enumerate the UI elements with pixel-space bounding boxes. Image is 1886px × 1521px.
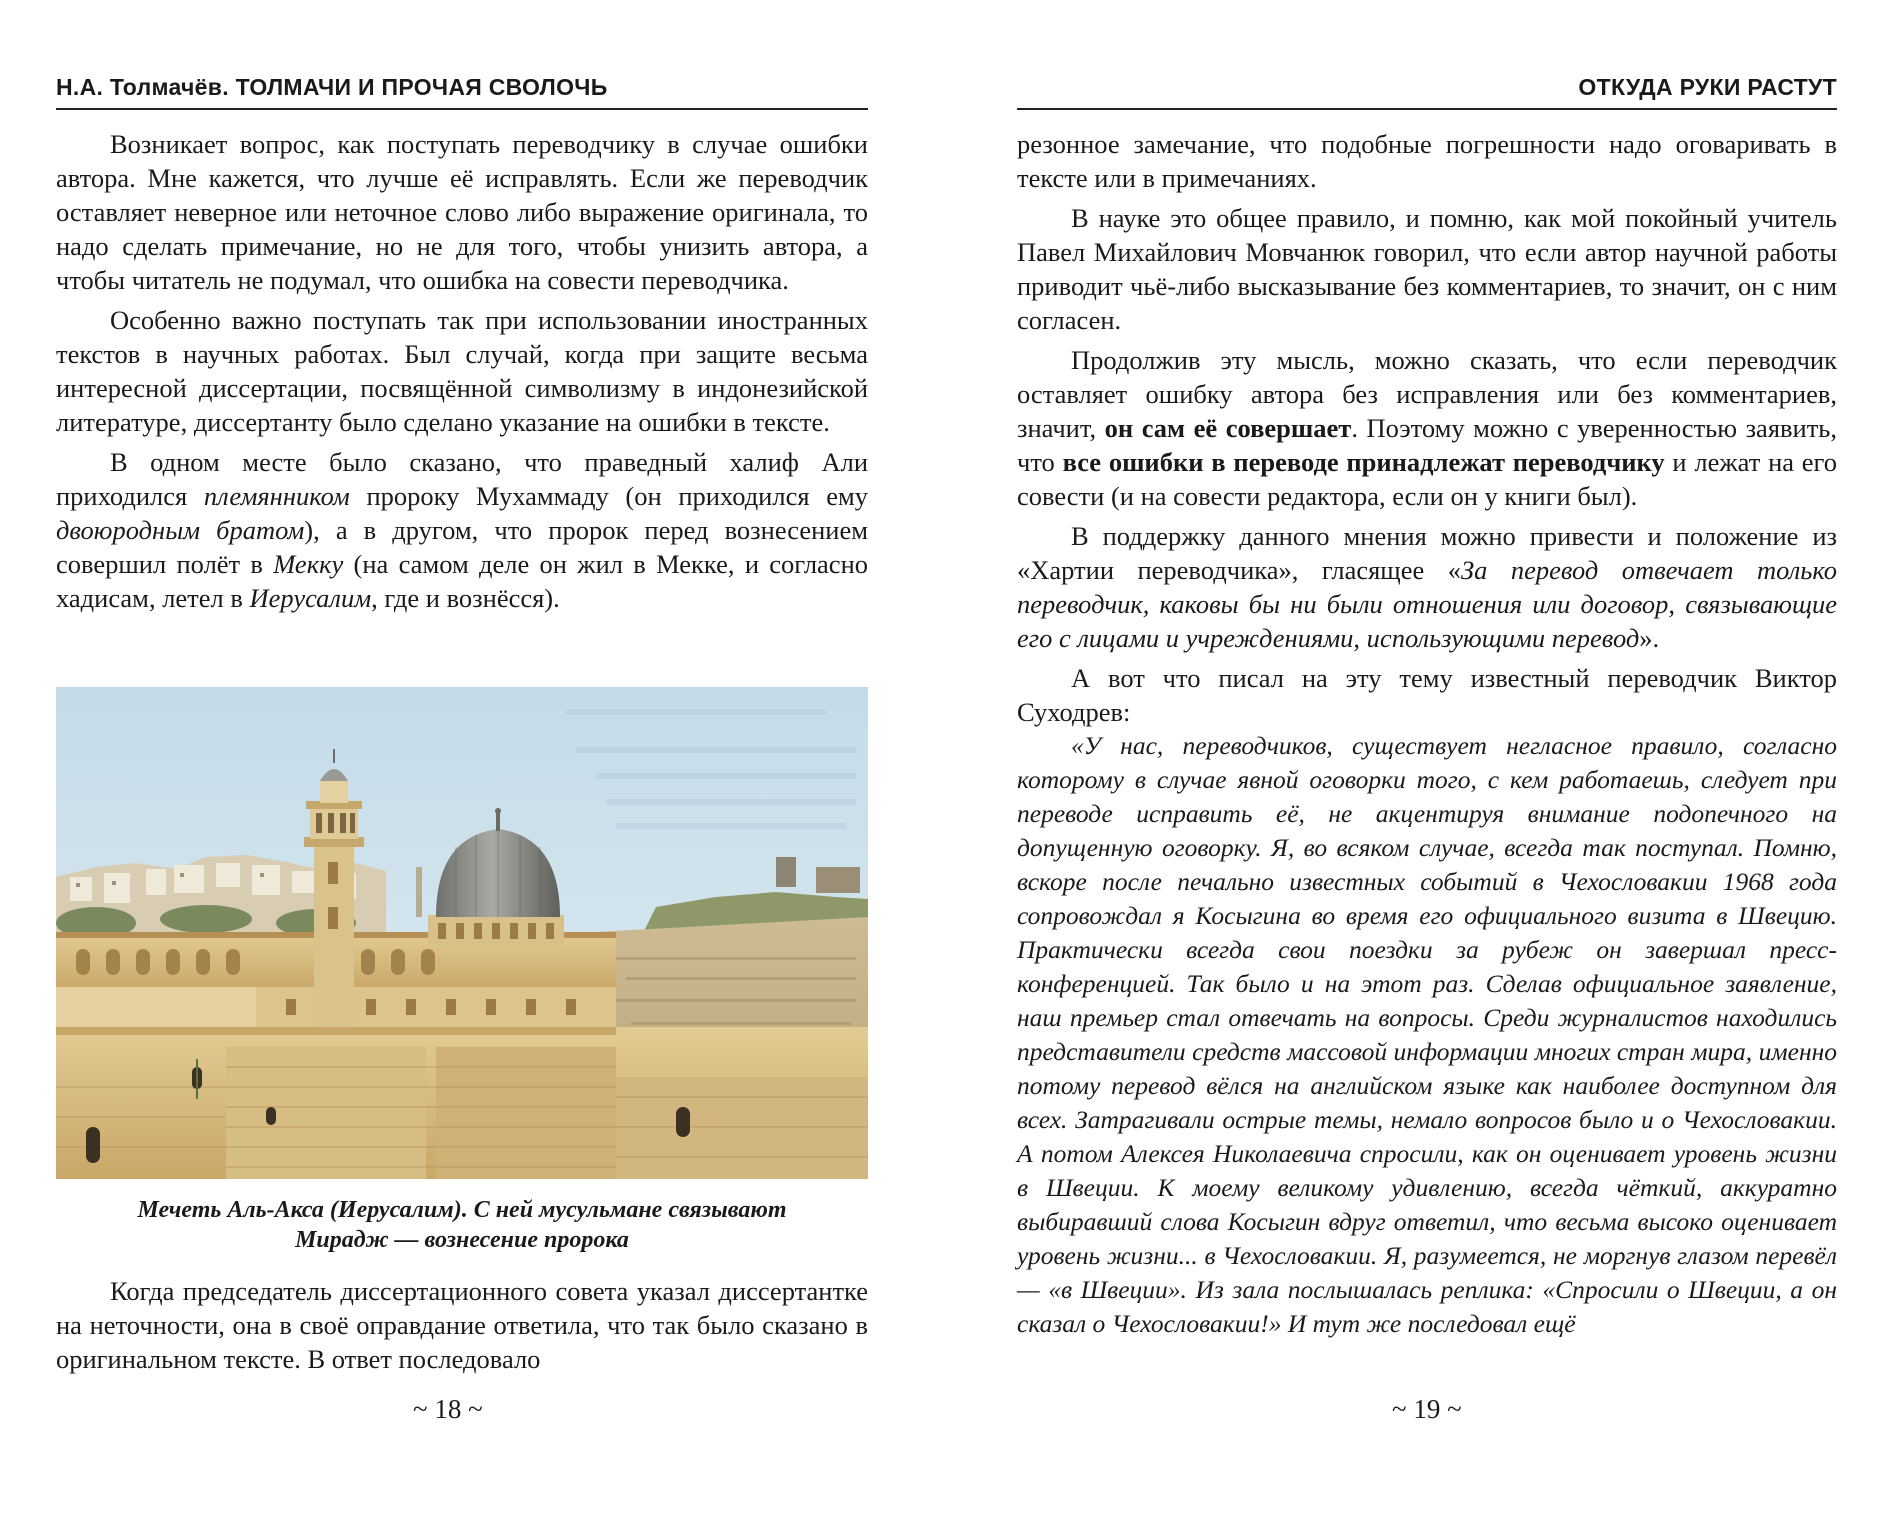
header-rule-left <box>56 108 868 110</box>
caption-line: Мечеть Аль-Акса (Иерусалим). С ней мусульмане связывают <box>137 1197 787 1223</box>
paragraph: Возникает вопрос, как поступать переводчику в случае ошибки автора. Мне кажется, что лучше её исправлять. Если же переводчик оставляет неверное или неточное слово либо выражение оригинала, то надо сделать примечание, но не для того, чтобы унизить автора, а чтобы читатель не подумал, что ошибка на совести переводчика. <box>56 129 868 295</box>
left-body-text <box>56 127 868 615</box>
header-rule-right <box>1017 108 1837 110</box>
left-body-text-bottom <box>56 1274 868 1376</box>
page-number-right: ~ 19 ~ <box>1392 1394 1462 1424</box>
paragraph: Продолжив эту мысль, можно сказать, что если переводчик оставляет ошибку автора без исправления или без комментариев, значит, он сам её совершает. Поэтому можно с уверенностью заявить, что все ошибки в переводе принадлежат переводчику и лежат на его совести (и на совести редактора, если он у книги был). <box>1017 345 1837 511</box>
paragraph: резонное замечание, что подобные погрешности надо оговаривать в тексте или в примечаниях. <box>1017 129 1837 193</box>
page-number-left: ~ 18 ~ <box>413 1394 483 1424</box>
right-page <box>943 0 1886 1521</box>
quote-paragraph: «У нас, переводчиков, существует негласное правило, согласно которому в случае явной оговорки того, с кем работаешь, следует при переводе исправить её, не акцентируя внимание подопечного на допущенную оговорку. Я, во всяком случае, всегда так поступал. Помню, вскоре после печально известных событий в Чехословакии 1968 года сопровождал я Косыгина во время его официального визита в Швецию. Практически всегда свои поездки за рубеж он завершал пресс-конференцией. Так было и на этот раз. Сделав официальное заявление, наш премьер стал отвечать на вопросы. Среди журналистов находились представители средств массовой информации многих стран мира, именно потому перевод вёлся на английском языке как наиболее доступном для всех. Затрагивали острые темы, немало вопросов было и о Чехословакии. А потом Алексея Николаевича спросили, как он оценивает уровень жизни в Швеции. К моему великому удивлению, всегда чёткий, аккуратно выбиравший слова Косыгин вдруг ответил, что весьма высоко оценивает уровень жизни... в Чехословакии. Я, разумеется, не моргнув глазом перевёл — «в Швеции». Из зала послышалась реплика: «Спросили о Швеции, а он сказал о Чехословакии!» И тут же последовал ещё <box>1017 731 1837 1338</box>
paragraph: В поддержку данного мнения можно привести и положение из «Хартии переводчика», гласящее «За перевод отвечает только переводчик, каковы бы ни были отношения или договор, связывающие его с лицами и учреждениями, использующими перевод». <box>1017 521 1837 653</box>
al-aqsa-mosque-photo <box>56 687 868 1179</box>
running-head-left: Н.А. Толмачёв. ТОЛМАЧИ И ПРОЧАЯ СВОЛОЧЬ <box>56 74 608 100</box>
running-head-right: ОТКУДА РУКИ РАСТУТ <box>1578 74 1837 100</box>
paragraph: В одном месте было сказано, что праведный халиф Али приходился племянником пророку Мухаммаду (он приходился ему двоюродным братом), а в другом, что пророк перед вознесением совершил полёт в Мекку (на самом деле он жил в Мекке, и согласно хадисам, летел в Иерусалим, где и вознёсся). <box>56 447 869 613</box>
paragraph: Особенно важно поступать так при использовании иностранных текстов в научных работах. Был случай, когда при защите весьма интересной диссертации, посвящённой символизму в индонезийской литературе, диссертанту было сделано указание на ошибки в тексте. <box>56 305 868 437</box>
right-body-text <box>1017 127 1837 1341</box>
paragraph: В науке это общее правило, и помню, как мой покойный учитель Павел Михайлович Мовчанюк говорил, что если автор научной работы приводит чьё-либо высказывание без комментариев, то значит, он с ним согласен. <box>1017 203 1837 335</box>
photo-caption <box>56 1195 868 1255</box>
caption-line: Мирадж — вознесение пророка <box>295 1227 629 1253</box>
paragraph: А вот что писал на эту тему известный переводчик Виктор Суходрев: <box>1017 663 1837 727</box>
paragraph: Когда председатель диссертационного совета указал диссертантке на неточности, она в своё оправдание ответила, что так было сказано в оригинальном тексте. В ответ последовало <box>56 1276 868 1374</box>
